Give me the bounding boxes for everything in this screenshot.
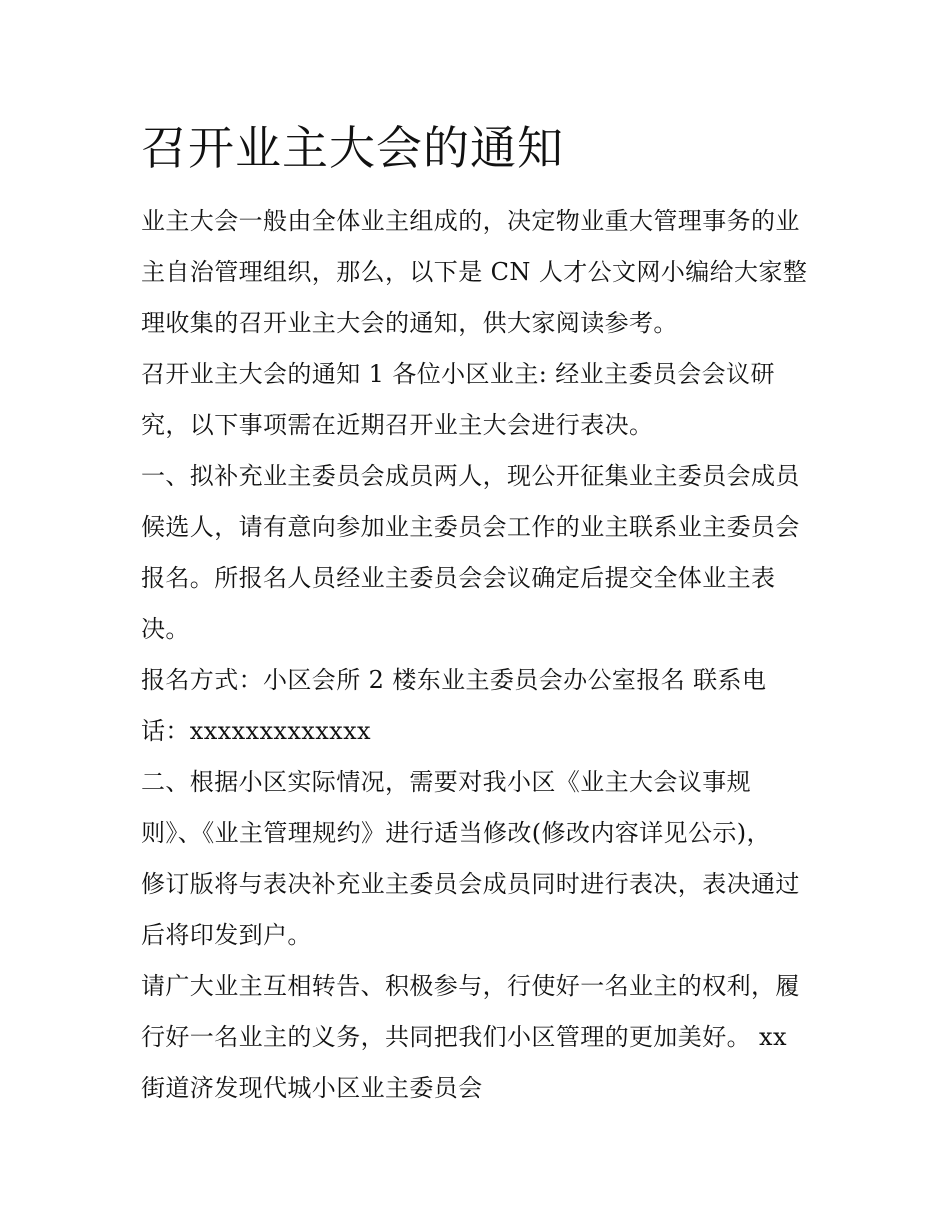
body-line: 二、根据小区实际情况，需要对我小区《业主大会议事规 <box>141 768 751 796</box>
body-line: 话：xxxxxxxxxxxxx <box>141 717 371 745</box>
body-line: 街道济发现代城小区业主委员会 <box>141 1074 483 1102</box>
body-line: 则》、《业主管理规约》进行适当修改(修改内容详见公示)， <box>141 819 771 847</box>
body-line: 决。 <box>141 615 190 643</box>
document-page <box>141 0 816 1229</box>
body-line: 业主大会一般由全体业主组成的，决定物业重大管理事务的业 <box>141 207 800 235</box>
body-line: 究，以下事项需在近期召开业主大会进行表决。 <box>141 411 654 439</box>
body-line: 行好一名业主的义务，共同把我们小区管理的更加美好。 xx <box>141 1023 787 1051</box>
body-line: 候选人，请有意向参加业主委员会工作的业主联系业主委员会 <box>141 513 800 541</box>
body-line: 理收集的召开业主大会的通知，供大家阅读参考。 <box>141 309 678 337</box>
body-line: 报名方式：小区会所 2 楼东业主委员会办公室报名 联系电 <box>141 666 767 694</box>
body-line: 报名。所报名人员经业主委员会会议确定后提交全体业主表 <box>141 564 776 592</box>
body-line: 召开业主大会的通知 1 各位小区业主: 经业主委员会会议研 <box>141 360 775 388</box>
document-title: 召开业主大会的通知 <box>141 121 564 175</box>
body-line: 修订版将与表决补充业主委员会成员同时进行表决，表决通过 <box>141 870 800 898</box>
body-line: 请广大业主互相转告、积极参与，行使好一名业主的权利，履 <box>141 972 800 1000</box>
body-line: 一、拟补充业主委员会成员两人，现公开征集业主委员会成员 <box>141 462 800 490</box>
body-line: 主自治管理组织，那么，以下是 CN 人才公文网小编给大家整 <box>141 258 808 286</box>
body-line: 后将印发到户。 <box>141 921 312 949</box>
